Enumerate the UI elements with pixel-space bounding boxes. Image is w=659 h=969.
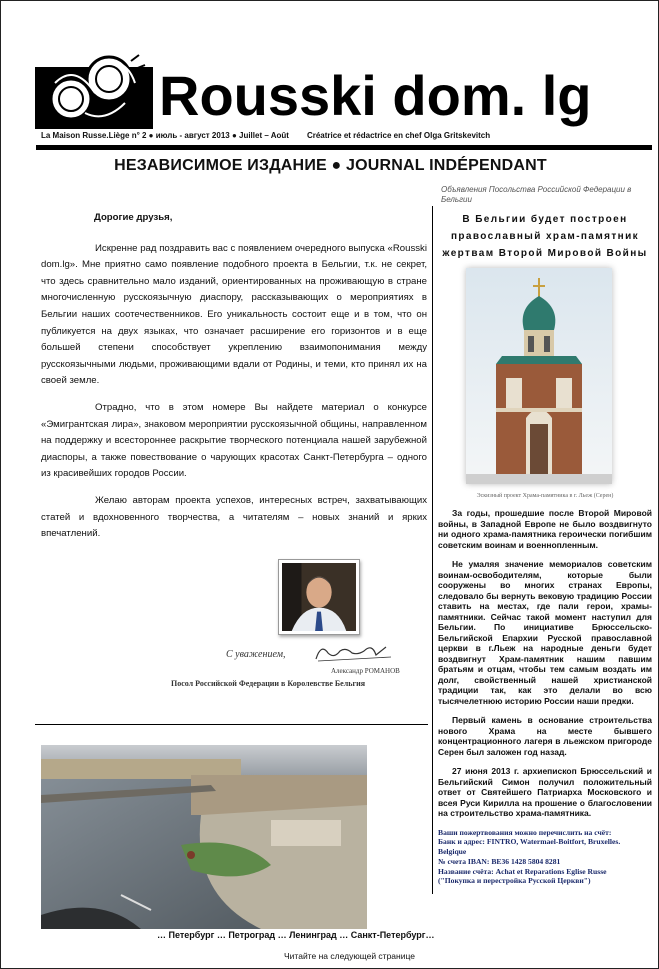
editor-line: Créatrice et rédactrice en chef Olga Gritskevitch xyxy=(306,131,491,140)
st-petersburg-aerial-photo xyxy=(41,745,367,929)
right-column xyxy=(432,185,652,894)
article-title: В Бельгии будет построен православный храм-памятник жертвам Второй Мировой Войны xyxy=(442,214,648,259)
letter-paragraph: Желаю авторам проекта успехов, интересных встреч, захватывающих статей и вдохновенного творчества, а читателям – новых знаний и ярких впечатлений. xyxy=(41,494,427,540)
letter-paragraph: Искренне рад поздравить вас с появлением очередного выпуска «Rousski dom.lg». Мне приятно само появление подобного проекта в Бельгии, т.к. не секрет, что здесь сравнительно мало изданий, ориентированных на проживающую в стране многочисленную русскоязычную диаспору, рассказывающих о мероприятиях в Бельгии наших соотечественников. Его уникальность состоит еще и в том, что он публикуется на двух языках, что означает расширение его горизонтов и в еще большей степени способствует укреплению взаимопонимания между русскоязычными людьми, проживающими вдали от Родины, и теми, кто принял их на своей земле. xyxy=(41,242,427,387)
edition-line: La Maison Russe.Liège n° 2 ● июль - август 2013 ● Juillet – Août xyxy=(41,131,289,140)
donation-line: ("Покупка и перестройка Русской Церкви") xyxy=(438,876,591,886)
signature-image xyxy=(226,639,416,665)
donation-line: Belgique xyxy=(438,847,467,857)
ambassador-portrait xyxy=(278,559,360,635)
read-next-link[interactable]: Читайте на следующей странице xyxy=(284,950,415,961)
donation-line: Банк и адрес: FINTRO, Watermael-Boitfort, Bruxelles. xyxy=(438,837,621,847)
church-sketch-image xyxy=(466,268,612,484)
left-column xyxy=(41,210,435,962)
masthead-subline xyxy=(41,131,653,140)
article-paragraph: За годы, прошедшие после Второй Мировой войны, в Западной Европе не было воздвигнуто ни одного храма-памятника героически погибшим советским воинам и военнопленным. xyxy=(438,508,652,550)
donation-line: Название счёта: Achat et Reparations Eglise Russe xyxy=(438,866,607,876)
donation-info xyxy=(438,828,652,895)
article-paragraph: Первый камень в основание строительства нового Храма на месте бывшего концентрационного лагеря в льежском пригороде Серен был заложен год назад. xyxy=(438,715,652,757)
signer-name: Александр РОМАНОВ xyxy=(331,666,400,675)
donation-line: Ваши пожертвования можно перечислить на счёт: xyxy=(438,827,612,837)
donation-line: № счета IBAN: BE36 1428 5804 8281 xyxy=(438,856,561,866)
letter-paragraph: Отрадно, что в этом номере Вы найдете материал о конкурсе «Эмигрантская лира», знаковом мероприятии русскоязычной общины, направленном на поддержку и всестороннее раскрытие творческого потенциала нашей зарубежной диаспоры, а также повествование о чарующих красотах Санкт-Петербурга – одного из красивейших городов России. xyxy=(41,401,427,480)
letter-greeting: Дорогие друзья, xyxy=(94,212,173,223)
photo-caption: … Петербург … Петроград … Ленинград … Санкт-Петербург… xyxy=(157,929,435,940)
logo-emblem-icon xyxy=(35,53,153,129)
article-paragraph: Не умаляя значение мемориалов советским воинам-освободителям, которые были сооружены во многих странах Европы, следовало бы вернуть вековую традицию России ставить на местах, где пали герои, храмы-памятники. Сейчас такой момент наступил для Бельгии. По инициативе Брюссельско-Бельгийской Епархии Русской православной церкви в г.Льеж на народные деньги будет воздвигнут Храм-памятник нашим павшим братьям и отцам, чтобы тем самым воздать им долг, свойственный нашей христианской традиции так, как это делали во всю тысячелетнюю историю России наши предки. xyxy=(438,559,652,706)
article-paragraph: 27 июня 2013 г. архиепископ Брюссельский и Бельгийский Симон получил положительный ответ от Святейшего Патриарха Московского и всея Руси Кирилла на прошение о благословении на строительство храма-памятника. xyxy=(438,766,652,818)
church-article-body xyxy=(438,508,652,819)
section-header: Объявления Посольства Российской Федерации в Бельгии xyxy=(441,185,632,204)
church-image-caption: Эскизный проект Храма-памятника в г. Льеж (Серен) xyxy=(476,493,614,499)
ambassador-letter xyxy=(41,210,427,543)
column-divider xyxy=(432,206,433,894)
signature-greeting: С уважением, xyxy=(226,648,286,660)
section-divider xyxy=(35,724,428,725)
masthead-rule xyxy=(36,145,652,150)
tagline: НЕЗАВИСИМОЕ ИЗДАНИЕ ● JOURNAL INDÉPENDANT xyxy=(114,157,547,174)
signature-block xyxy=(41,559,427,688)
signer-title: Посол Российской Федерации в Королевстве Бельгия xyxy=(171,678,366,688)
masthead-title: Rousski dom. lg xyxy=(159,64,592,127)
